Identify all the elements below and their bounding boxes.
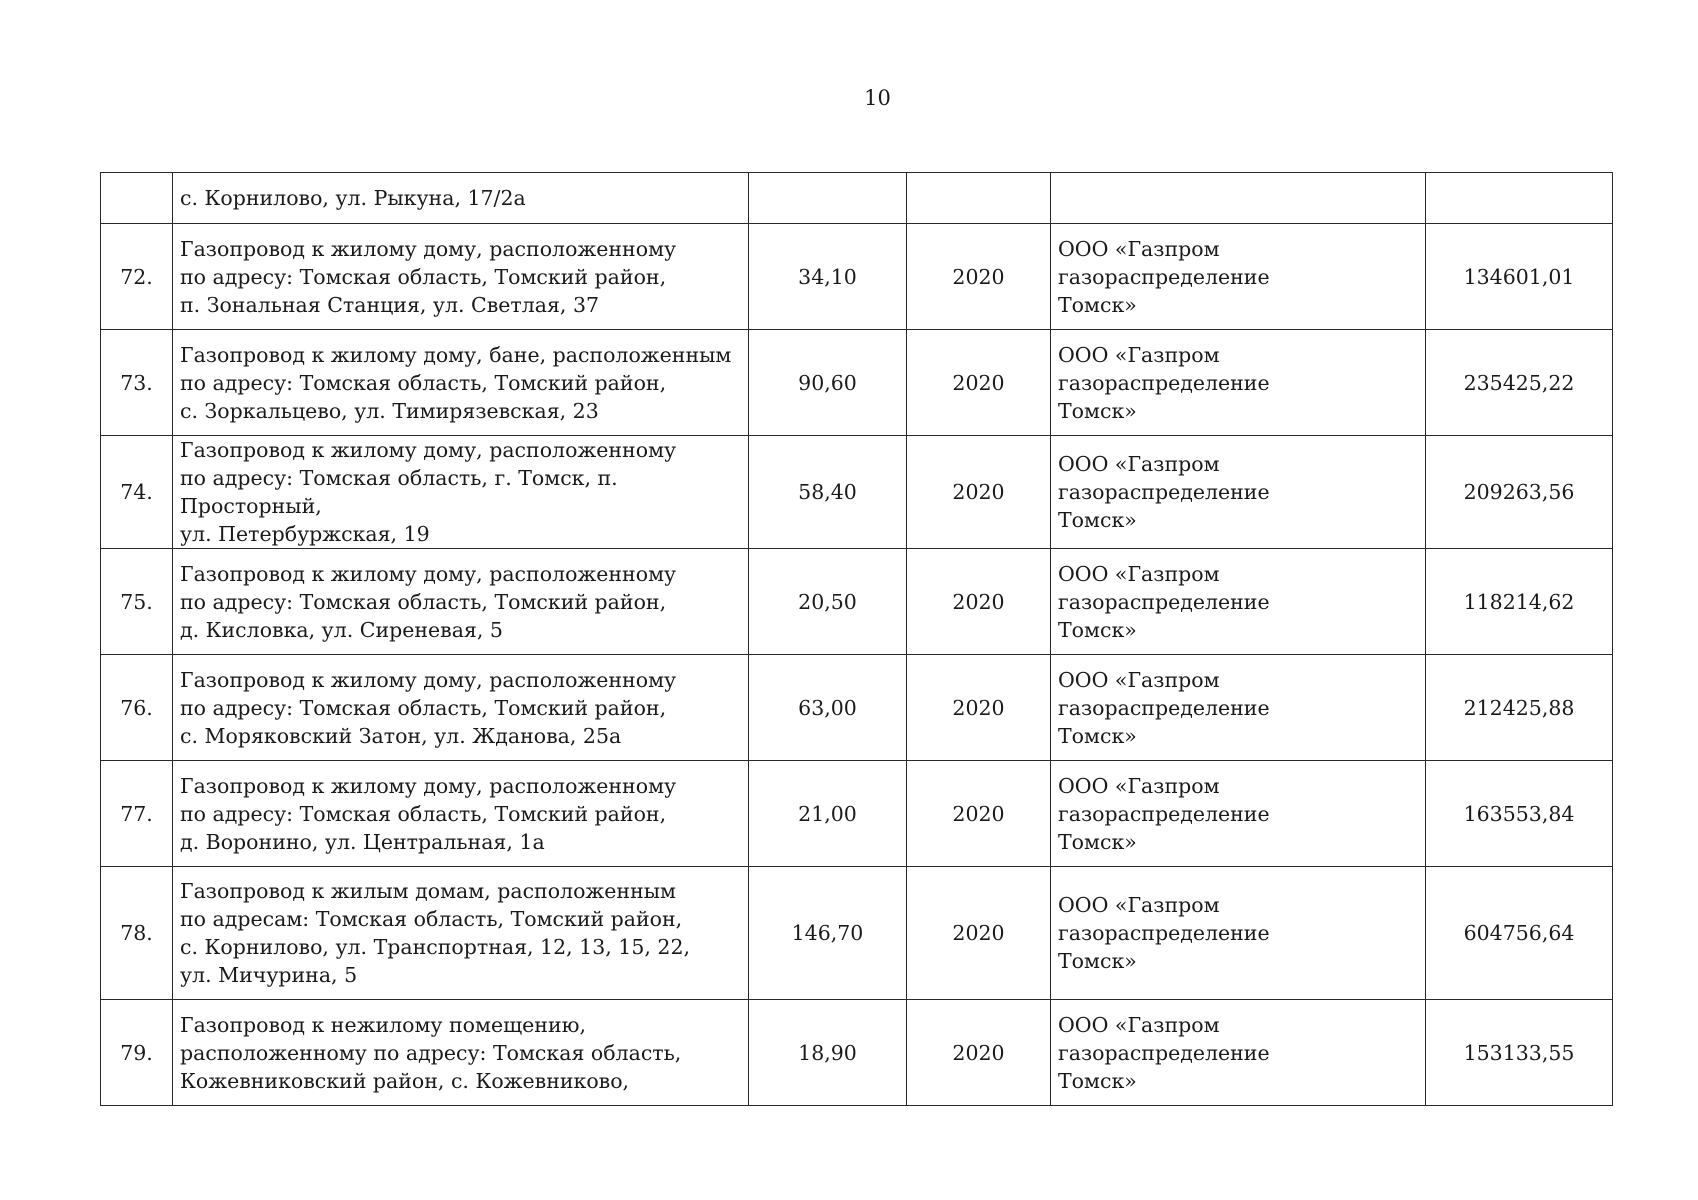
- cost-value: 153133,55: [1426, 1000, 1613, 1106]
- commissioning-year: 2020: [907, 1000, 1051, 1106]
- row-number: 76.: [101, 655, 173, 761]
- owner-organization: ООО «Газпром газораспределение Томск»: [1051, 436, 1426, 549]
- table-row: [101, 173, 1613, 224]
- row-number: 75.: [101, 549, 173, 655]
- object-description: Газопровод к жилому дому, расположенному по адресу: Томская область, г. Томск, п. Просторный, ул. Петербуржская, 19: [173, 436, 749, 549]
- cost-value: 163553,84: [1426, 761, 1613, 867]
- commissioning-year: 2020: [907, 549, 1051, 655]
- commissioning-year: 2020: [907, 224, 1051, 330]
- object-description: Газопровод к жилому дому, расположенному по адресу: Томская область, Томский район, с. Моряковский Затон, ул. Жданова, 25а: [173, 655, 749, 761]
- commissioning-year: [907, 173, 1051, 224]
- commissioning-year: 2020: [907, 330, 1051, 436]
- pipeline-length: 146,70: [749, 867, 907, 1000]
- cost-value: 134601,01: [1426, 224, 1613, 330]
- cost-value: [1426, 173, 1613, 224]
- table-row: [101, 436, 1613, 549]
- pipeline-length: 34,10: [749, 224, 907, 330]
- cost-value: 604756,64: [1426, 867, 1613, 1000]
- owner-organization: ООО «Газпром газораспределение Томск»: [1051, 549, 1426, 655]
- table-row: [101, 761, 1613, 867]
- table-row: [101, 867, 1613, 1000]
- object-description: Газопровод к жилым домам, расположенным по адресам: Томская область, Томский район, с. Корнилово, ул. Транспортная, 12, 13, 15, 22, ул. Мичурина, 5: [173, 867, 749, 1000]
- commissioning-year: 2020: [907, 436, 1051, 549]
- row-number: 74.: [101, 436, 173, 549]
- object-description: Газопровод к жилому дому, расположенному по адресу: Томская область, Томский район, д. Воронино, ул. Центральная, 1а: [173, 761, 749, 867]
- row-number: 77.: [101, 761, 173, 867]
- object-description: Газопровод к нежилому помещению, расположенному по адресу: Томская область, Кожевниковский район, с. Кожевниково,: [173, 1000, 749, 1106]
- pipeline-length: 20,50: [749, 549, 907, 655]
- pipeline-length: 18,90: [749, 1000, 907, 1106]
- pipeline-length: 58,40: [749, 436, 907, 549]
- table-row: [101, 330, 1613, 436]
- object-description: Газопровод к жилому дому, расположенному по адресу: Томская область, Томский район, п. Зональная Станция, ул. Светлая, 37: [173, 224, 749, 330]
- commissioning-year: 2020: [907, 655, 1051, 761]
- pipeline-length: 90,60: [749, 330, 907, 436]
- owner-organization: ООО «Газпром газораспределение Томск»: [1051, 867, 1426, 1000]
- object-description: с. Корнилово, ул. Рыкуна, 17/2а: [173, 173, 749, 224]
- row-number: 78.: [101, 867, 173, 1000]
- table-row: [101, 549, 1613, 655]
- pipeline-length: 21,00: [749, 761, 907, 867]
- object-description: Газопровод к жилому дому, бане, расположенным по адресу: Томская область, Томский район, с. Зоркальцево, ул. Тимирязевская, 23: [173, 330, 749, 436]
- object-description: Газопровод к жилому дому, расположенному по адресу: Томская область, Томский район, д. Кисловка, ул. Сиреневая, 5: [173, 549, 749, 655]
- table-row: [101, 1000, 1613, 1106]
- owner-organization: ООО «Газпром газораспределение Томск»: [1051, 1000, 1426, 1106]
- row-number: 72.: [101, 224, 173, 330]
- owner-organization: [1051, 173, 1426, 224]
- owner-organization: ООО «Газпром газораспределение Томск»: [1051, 330, 1426, 436]
- cost-value: 212425,88: [1426, 655, 1613, 761]
- cost-value: 235425,22: [1426, 330, 1613, 436]
- row-number: [101, 173, 173, 224]
- pipeline-length: 63,00: [749, 655, 907, 761]
- commissioning-year: 2020: [907, 761, 1051, 867]
- row-number: 79.: [101, 1000, 173, 1106]
- page-number: 10: [864, 86, 891, 110]
- table-row: [101, 655, 1613, 761]
- owner-organization: ООО «Газпром газораспределение Томск»: [1051, 761, 1426, 867]
- pipeline-length: [749, 173, 907, 224]
- cost-value: 118214,62: [1426, 549, 1613, 655]
- owner-organization: ООО «Газпром газораспределение Томск»: [1051, 655, 1426, 761]
- gas-pipeline-registry-table: [100, 172, 1613, 1106]
- table-row: [101, 224, 1613, 330]
- owner-organization: ООО «Газпром газораспределение Томск»: [1051, 224, 1426, 330]
- commissioning-year: 2020: [907, 867, 1051, 1000]
- row-number: 73.: [101, 330, 173, 436]
- cost-value: 209263,56: [1426, 436, 1613, 549]
